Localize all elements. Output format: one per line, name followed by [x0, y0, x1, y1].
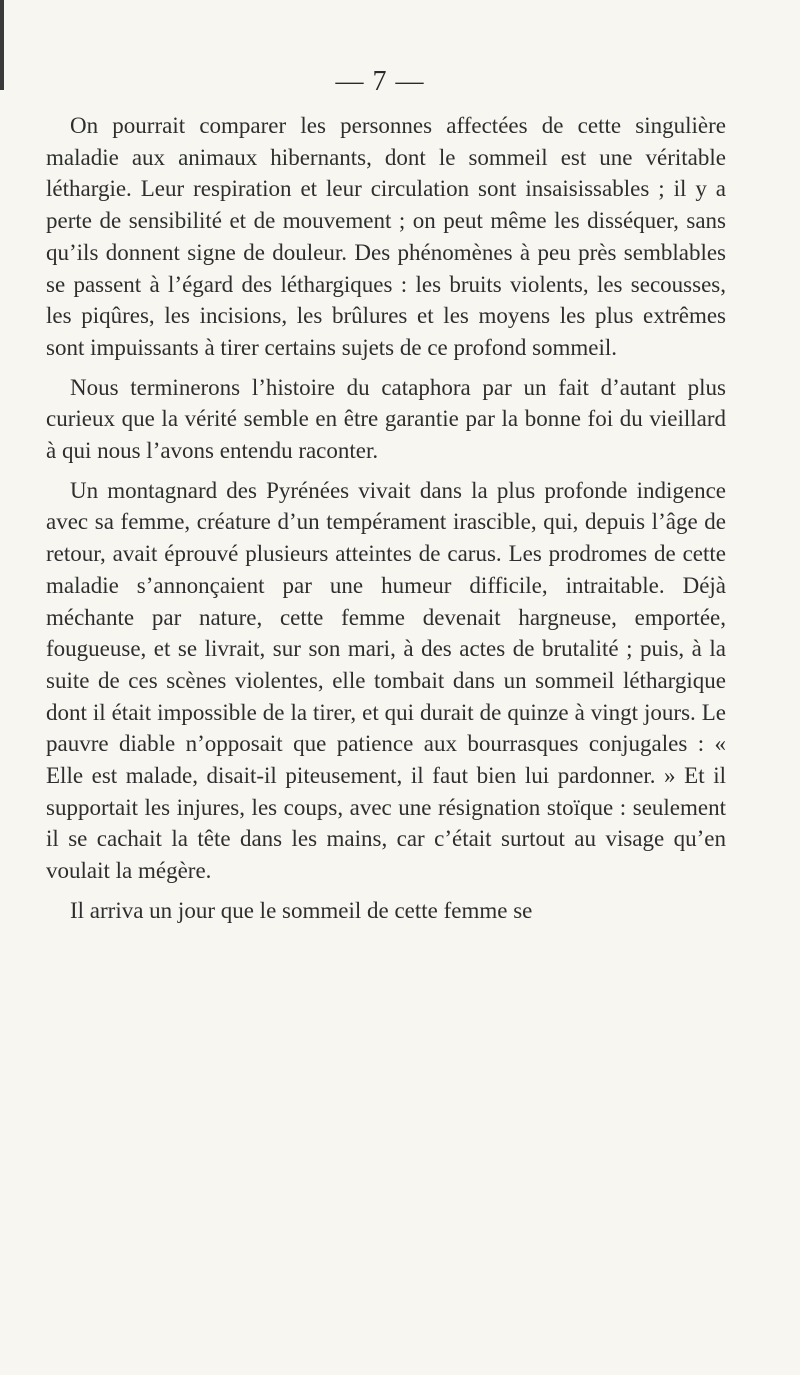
- body-text: [46, 110, 726, 927]
- page-number: — 7 —: [335, 66, 425, 97]
- paragraph-continuation: Il arriva un jour que le sommeil de cette femme se: [70, 897, 533, 923]
- paragraph-cataphora: Nous terminerons l’histoire du cataphora par un fait d’autant plus curieux que la vérité semble en être garantie par la bonne foi du vieillard à qui nous l’avons entendu raconter.: [46, 374, 726, 464]
- paragraph-montagnard: Un montagnard des Pyrénées vivait dans la plus profonde indigence avec sa femme, créature d’un tempérament irascible, qui, depuis l’âge de retour, avait éprouvé plusieurs atteintes de carus. Les prodromes de cette maladie s’annonçaient par une humeur difficile, intraitable. Déjà méchante par nature, cette femme devenait hargneuse, emportée, fougueuse, et se livrait, sur son mari, à des actes de brutalité ; puis, à la suite de ces scènes violentes, elle tombait dans un sommeil léthargique dont il était impossible de la tirer, et qui durait de quinze à vingt jours. Le pauvre diable n’opposait que patience aux bourrasques conjugales : « Elle est malade, disait-il piteusement, il faut bien lui pardonner. » Et il supportait les injures, les coups, avec une résignation stoïque : seulement il se cachait la tête dans les mains, car c’était surtout au visage qu’en voulait la mégère.: [46, 477, 726, 884]
- paragraph-hibernation: On pourrait comparer les personnes affectées de cette singulière maladie aux animaux hibernants, dont le sommeil est une véritable léthargie. Leur respiration et leur circulation sont insaisissables ; il y a perte de sensibilité et de mouvement ; on peut même les disséquer, sans qu’ils donnent signe de douleur. Des phénomènes à peu près semblables se passent à l’égard des léthargiques : les bruits violents, les secousses, les piqûres, les incisions, les brûlures et les moyens les plus extrêmes sont impuissants à tirer certains sujets de ce profond sommeil.: [46, 113, 726, 360]
